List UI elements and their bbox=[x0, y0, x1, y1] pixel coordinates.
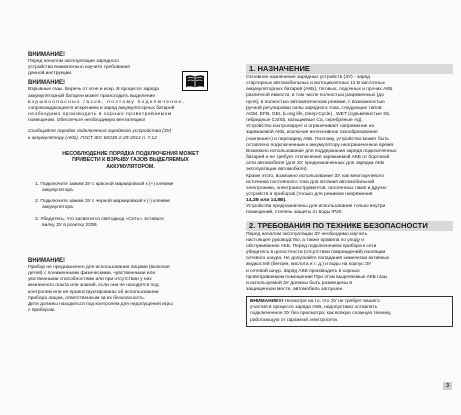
notice-title: ВНИМАНИЕ!!! bbox=[250, 299, 284, 305]
right-column bbox=[246, 64, 453, 327]
warning-line: детей) с пониженными физическими, чувственными или bbox=[28, 271, 156, 277]
standard-line: к аккумулятору (АКБ). ГОСТ IEC 60335-2-29-2012 п. 7.12 bbox=[28, 135, 157, 141]
purpose-paragraph-1: Основное назначение зарядных устройств (ЗУ) - заряд стартерных автомобильных и мотоциклетных 12 В кислотных аккумуляторных батарей (АКБ), тяговых, лодочных и прочих АКБ различной емкости, в том числе полностью разряженных (до нуля), в полностью автоматическом режиме, с возможностью ручной регулировки силы зарядного тока, следующих типов: AGM, EFB, GEL (Long life, Deep-Cycle) , WET (сурьмянистые Sb, гибридные Ca/Sb, кальциевые Ca, серебряные Ag). bbox=[246, 75, 393, 124]
connection-steps bbox=[28, 182, 233, 229]
section-title-purpose: 1. НАЗНАЧЕНИЕ bbox=[246, 64, 453, 74]
safety-notice-box: ВНИМАНИЕ!!! Несмотря на то, что ЗУ не требует вашего участия в процессе заряда АКБ, недопустимо оставлять подключенное ЗУ без присмотра, как всякую сложную технику, работающую от гаражной электросети. bbox=[246, 296, 453, 327]
warning-line: необходимо производить в хорошо проветриваемом bbox=[28, 112, 172, 118]
safety-paragraph: Перед началом эксплуатации ЗУ необходимо изучить настоящее руководство, а также правила по уходу и обслуживанию АКБ. Перед подключением прибора к сети убедитесь в целостности (отсутствии повреждений) изоляции сетевого шнура. Не допускайте попадания химически активных жидкостей (бензин, кислота и т. д.) и воды на корпус ЗУ и сетевой шнур. Заряд АКБ производить в хорошо проветриваемом помещении! При этом выделяемые АКБ газы и используемой ЗУ должны быть размещены в защищенном месте, автомобиль заглушен. bbox=[246, 231, 390, 292]
read-manual-icon bbox=[182, 71, 208, 91]
warning-line: данной инструкции. bbox=[28, 71, 73, 77]
warning-title: ВНИМАНИЕ! bbox=[28, 80, 65, 87]
warning-line: взрывоопасных газов, поэтому подключение, bbox=[28, 99, 186, 105]
warning-block-1 bbox=[28, 52, 178, 77]
left-column bbox=[28, 52, 233, 314]
order-warning-title: НЕСОБЛЮДЕНИЕ ПОРЯДКА ПОДКЛЮЧЕНИЯ МОЖЕТ ПРИВЕСТИ К ВЗРЫВУ ГАЗОВ ВЫДЕЛЯЕМЫХ АККУМУЛЯТОРОМ. bbox=[62, 150, 199, 170]
warning-line: Дети должны находиться под контролем для недопущения игры bbox=[28, 301, 173, 307]
warning-line: помещении. Обеспечьте необходимую вентиляцию! bbox=[28, 118, 146, 124]
step-item: 2. Подключите зажим ЗУ с черной маркировкой к (-) клемме аккумулятора. bbox=[35, 199, 171, 211]
notice-line: ВНИМАНИЕ!!! Несмотря на то, что ЗУ не требует вашего bbox=[250, 299, 380, 305]
warning-title: ВНИМАНИЕ! bbox=[28, 257, 65, 264]
purpose-paragraph-3: Кроме этого, возможно использование ЗУ, как многоцелевого источника постоянного тока для питания автомобильной электроники, электроинструментов, галогенных ламп и других устройств и приборов (только для режимов напряжения 14,2В или 14,8В). bbox=[246, 173, 387, 204]
standard-reference bbox=[28, 129, 233, 141]
warning-title: ВНИМАНИЕ! bbox=[28, 52, 65, 58]
warning-line: Перед началом эксплуатации зарядного bbox=[28, 59, 119, 64]
purpose-paragraph-4: Устройства предназначены для использования только внутри помещений, степень защиты от воды IP20. bbox=[246, 204, 386, 216]
section-title-safety: 2. ТРЕБОВАНИЯ ПО ТЕХНИКЕ БЕЗОПАСНОСТИ bbox=[246, 221, 453, 231]
warning-block-3 bbox=[28, 258, 233, 314]
warning-line: контролем или не проинструктированы об использовании bbox=[28, 289, 159, 295]
warning-line: устройства внимательно изучите требования bbox=[28, 65, 130, 71]
warning-line: с прибором. bbox=[28, 307, 56, 313]
warning-line: Взрывные газы. Беречь от огня и искр. В процессе заряда bbox=[28, 87, 159, 93]
warning-line: умственными способностями или при отсутствии у них bbox=[28, 277, 152, 283]
warning-line: аккумуляторной батареи может происходить выделение bbox=[28, 93, 156, 99]
warning-line: прибора лицом, ответственным за их безопасность. bbox=[28, 295, 145, 301]
standard-line: Сообщайте порядок подключения зарядного устройства (ЗУ) bbox=[28, 129, 172, 135]
step-item: 3. Убедитесь, что засветится светодиод «Сеть», вставьте вилку ЗУ в розетку 220В. bbox=[35, 216, 164, 228]
step-item: 1. Подключите зажим ЗУ с красной маркировкой к (+) клемме аккумулятора. bbox=[35, 181, 174, 194]
warning-line: Прибор не предназначен для использования лицами (включая bbox=[28, 264, 170, 270]
warning-line: жизненного опыта или знаний, если они не находятся под bbox=[28, 283, 159, 289]
purpose-paragraph-2: Устройство контролирует и ограничивает напряжение на заряжаемой АКБ, исключая интенсивное газообразование («кипение») и перезаряд АКБ. Поэтому, устройство может быть оставлено подключенным к аккумулятору неограниченное время. Возможно использование для поддержания заряда подключенных батарей и не требует отключения заряжаемой АКБ от бортовой сети автомобиля (для ЗУ, предназначенных для зарядки АКБ эксплуатации автомобиля). bbox=[246, 124, 397, 173]
page-number: 3 bbox=[443, 382, 452, 390]
warning-line: сопровождающееся искрением и заряд аккумуляторных батарей bbox=[28, 105, 175, 111]
